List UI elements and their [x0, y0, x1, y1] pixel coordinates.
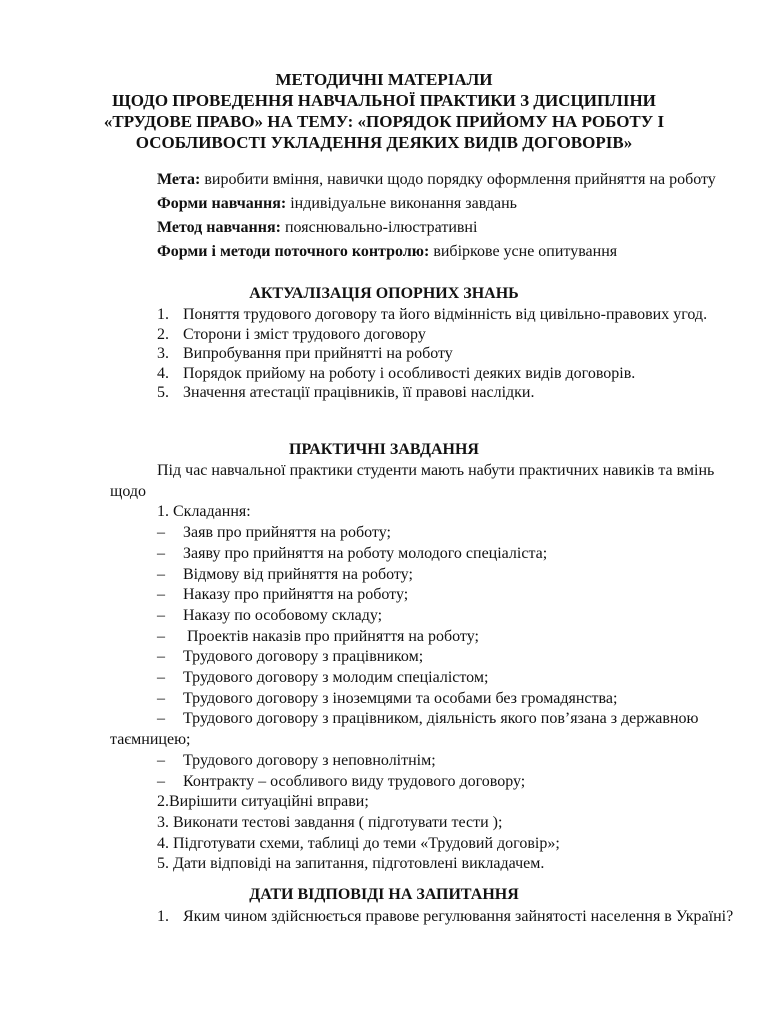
list-item-text: Яким чином здійснюється правове регулювання зайнятості населення в Україні?: [183, 908, 734, 925]
section-heading-basics: АКТУАЛІЗАЦІЯ ОПОРНИХ ЗНАНЬ: [249, 285, 519, 302]
tasks-item-5: 5. Дати відповіді на запитання, підготовлені викладачем.: [157, 855, 545, 873]
list-item-text: Випробування при прийнятті на роботу: [183, 345, 453, 362]
tasks-item-3: 3. Виконати тестові завдання ( підготувати тести );: [157, 813, 503, 831]
list-item-text: Трудового договору з працівником, діяльність якого пов’язана з державною таємницею;: [110, 710, 699, 749]
questions-list: [110, 907, 742, 927]
goal-row: [110, 170, 740, 190]
dash-marker: –: [157, 565, 165, 583]
dash-marker: –: [157, 586, 165, 604]
list-item-number: 1.: [157, 306, 169, 323]
list-item-text: Проектів наказів про прийняття на роботу;: [183, 627, 479, 645]
list-item: [110, 325, 742, 345]
list-item: [110, 772, 742, 793]
list-item: [110, 565, 742, 586]
list-item: [110, 364, 742, 384]
dash-marker: –: [157, 689, 165, 707]
list-item: [110, 606, 742, 627]
tasks-item-4: 4. Підготувати схеми, таблиці до теми «Трудовий договір»;: [157, 834, 560, 852]
list-item-text: Сторони і зміст трудового договору: [183, 325, 426, 343]
title-line-1: МЕТОДИЧНІ МАТЕРІАЛИ: [275, 70, 493, 89]
list-item: [110, 544, 742, 565]
list-item-number: 1.: [157, 908, 169, 925]
list-item-text: Порядок прийому на роботу і особливості деяких видів договорів.: [183, 364, 636, 382]
tasks-sub-1: 1. Складання:: [157, 503, 251, 521]
list-item-number: 2.: [157, 325, 169, 343]
list-item-text: Контракту – особливого виду трудового договору;: [183, 772, 526, 790]
method-text: пояснювально-ілюстративні: [280, 219, 478, 236]
section-heading-tasks: ПРАКТИЧНІ ЗАВДАННЯ: [289, 441, 479, 458]
dash-marker: –: [157, 648, 165, 666]
list-item-text: Відмову від прийняття на роботу;: [183, 565, 413, 583]
title-line-4: ОСОБЛИВОСТІ УКЛАДЕННЯ ДЕЯКИХ ВИДІВ ДОГОВОРІВ»: [135, 133, 633, 152]
dash-marker: –: [157, 669, 165, 687]
dash-marker: –: [157, 524, 165, 542]
goal-text: виробити вміння, навички щодо порядку оформлення прийняття на роботу: [200, 171, 716, 188]
control-row: [110, 242, 740, 262]
forms-label: Форми навчання:: [157, 195, 287, 212]
document-title: [0, 69, 768, 153]
list-item: [110, 668, 742, 689]
forms-text: індивідуальне виконання завдань: [286, 195, 517, 212]
list-item-text: Значення атестації працівників, її правові наслідки.: [183, 384, 535, 401]
list-item: [110, 344, 742, 364]
meta-block: [110, 170, 740, 266]
dash-marker: –: [157, 751, 165, 769]
dash-marker: –: [157, 772, 165, 790]
section-heading-questions: ДАТИ ВІДПОВІДІ НА ЗАПИТАННЯ: [249, 886, 519, 903]
tasks-intro: Під час навчальної практики студенти мають набути практичних навиків та вмінь щодо: [110, 462, 715, 500]
list-item: [110, 585, 742, 606]
list-item-number: 4.: [157, 364, 169, 382]
basics-list: [110, 305, 742, 403]
tasks-item-2: 2.Вирішити ситуаційні вправи;: [157, 793, 369, 811]
method-label: Метод навчання:: [157, 219, 281, 236]
dash-marker: –: [157, 606, 165, 624]
list-item-text: Заяву про прийняття на роботу молодого спеціаліста;: [183, 544, 548, 562]
list-item-number: 3.: [157, 345, 169, 362]
control-text: вибіркове усне опитування: [429, 243, 618, 260]
list-item: [110, 523, 742, 544]
list-item: [110, 627, 742, 648]
list-item-text: Заяв про прийняття на роботу;: [183, 524, 391, 542]
dash-marker: –: [157, 710, 165, 728]
list-item: [110, 305, 742, 325]
control-label: Форми і методи поточного контролю:: [157, 243, 430, 260]
list-item: [110, 647, 742, 668]
list-item-text: Трудового договору з молодим спеціалістом;: [183, 669, 489, 687]
list-item-text: Наказу про прийняття на роботу;: [183, 586, 409, 604]
dash-marker: –: [157, 627, 165, 645]
list-item: [110, 907, 742, 927]
list-item: [110, 751, 742, 772]
list-item: [110, 689, 742, 710]
list-item-text: Поняття трудового договору та його відмінність від цивільно-правових угод.: [183, 306, 708, 323]
tasks-block: [110, 461, 742, 875]
list-item-text: Наказу по особовому складу;: [183, 606, 383, 624]
list-item: [110, 709, 742, 750]
dash-marker: –: [157, 544, 165, 562]
list-item-number: 5.: [157, 384, 169, 401]
goal-label: Мета:: [157, 171, 201, 188]
method-row: [110, 218, 740, 238]
forms-row: [110, 194, 740, 214]
list-item-text: Трудового договору з працівником;: [183, 648, 424, 666]
title-line-3: «ТРУДОВЕ ПРАВО» НА ТЕМУ: «ПОРЯДОК ПРИЙОМУ НА РОБОТУ І: [103, 112, 665, 131]
title-line-2: ЩОДО ПРОВЕДЕННЯ НАВЧАЛЬНОЇ ПРАКТИКИ З ДИСЦИПЛІНИ: [112, 91, 656, 110]
list-item-text: Трудового договору з неповнолітнім;: [183, 751, 436, 769]
list-item: [110, 383, 742, 403]
list-item-text: Трудового договору з іноземцями та особами без громадянства;: [183, 689, 618, 707]
